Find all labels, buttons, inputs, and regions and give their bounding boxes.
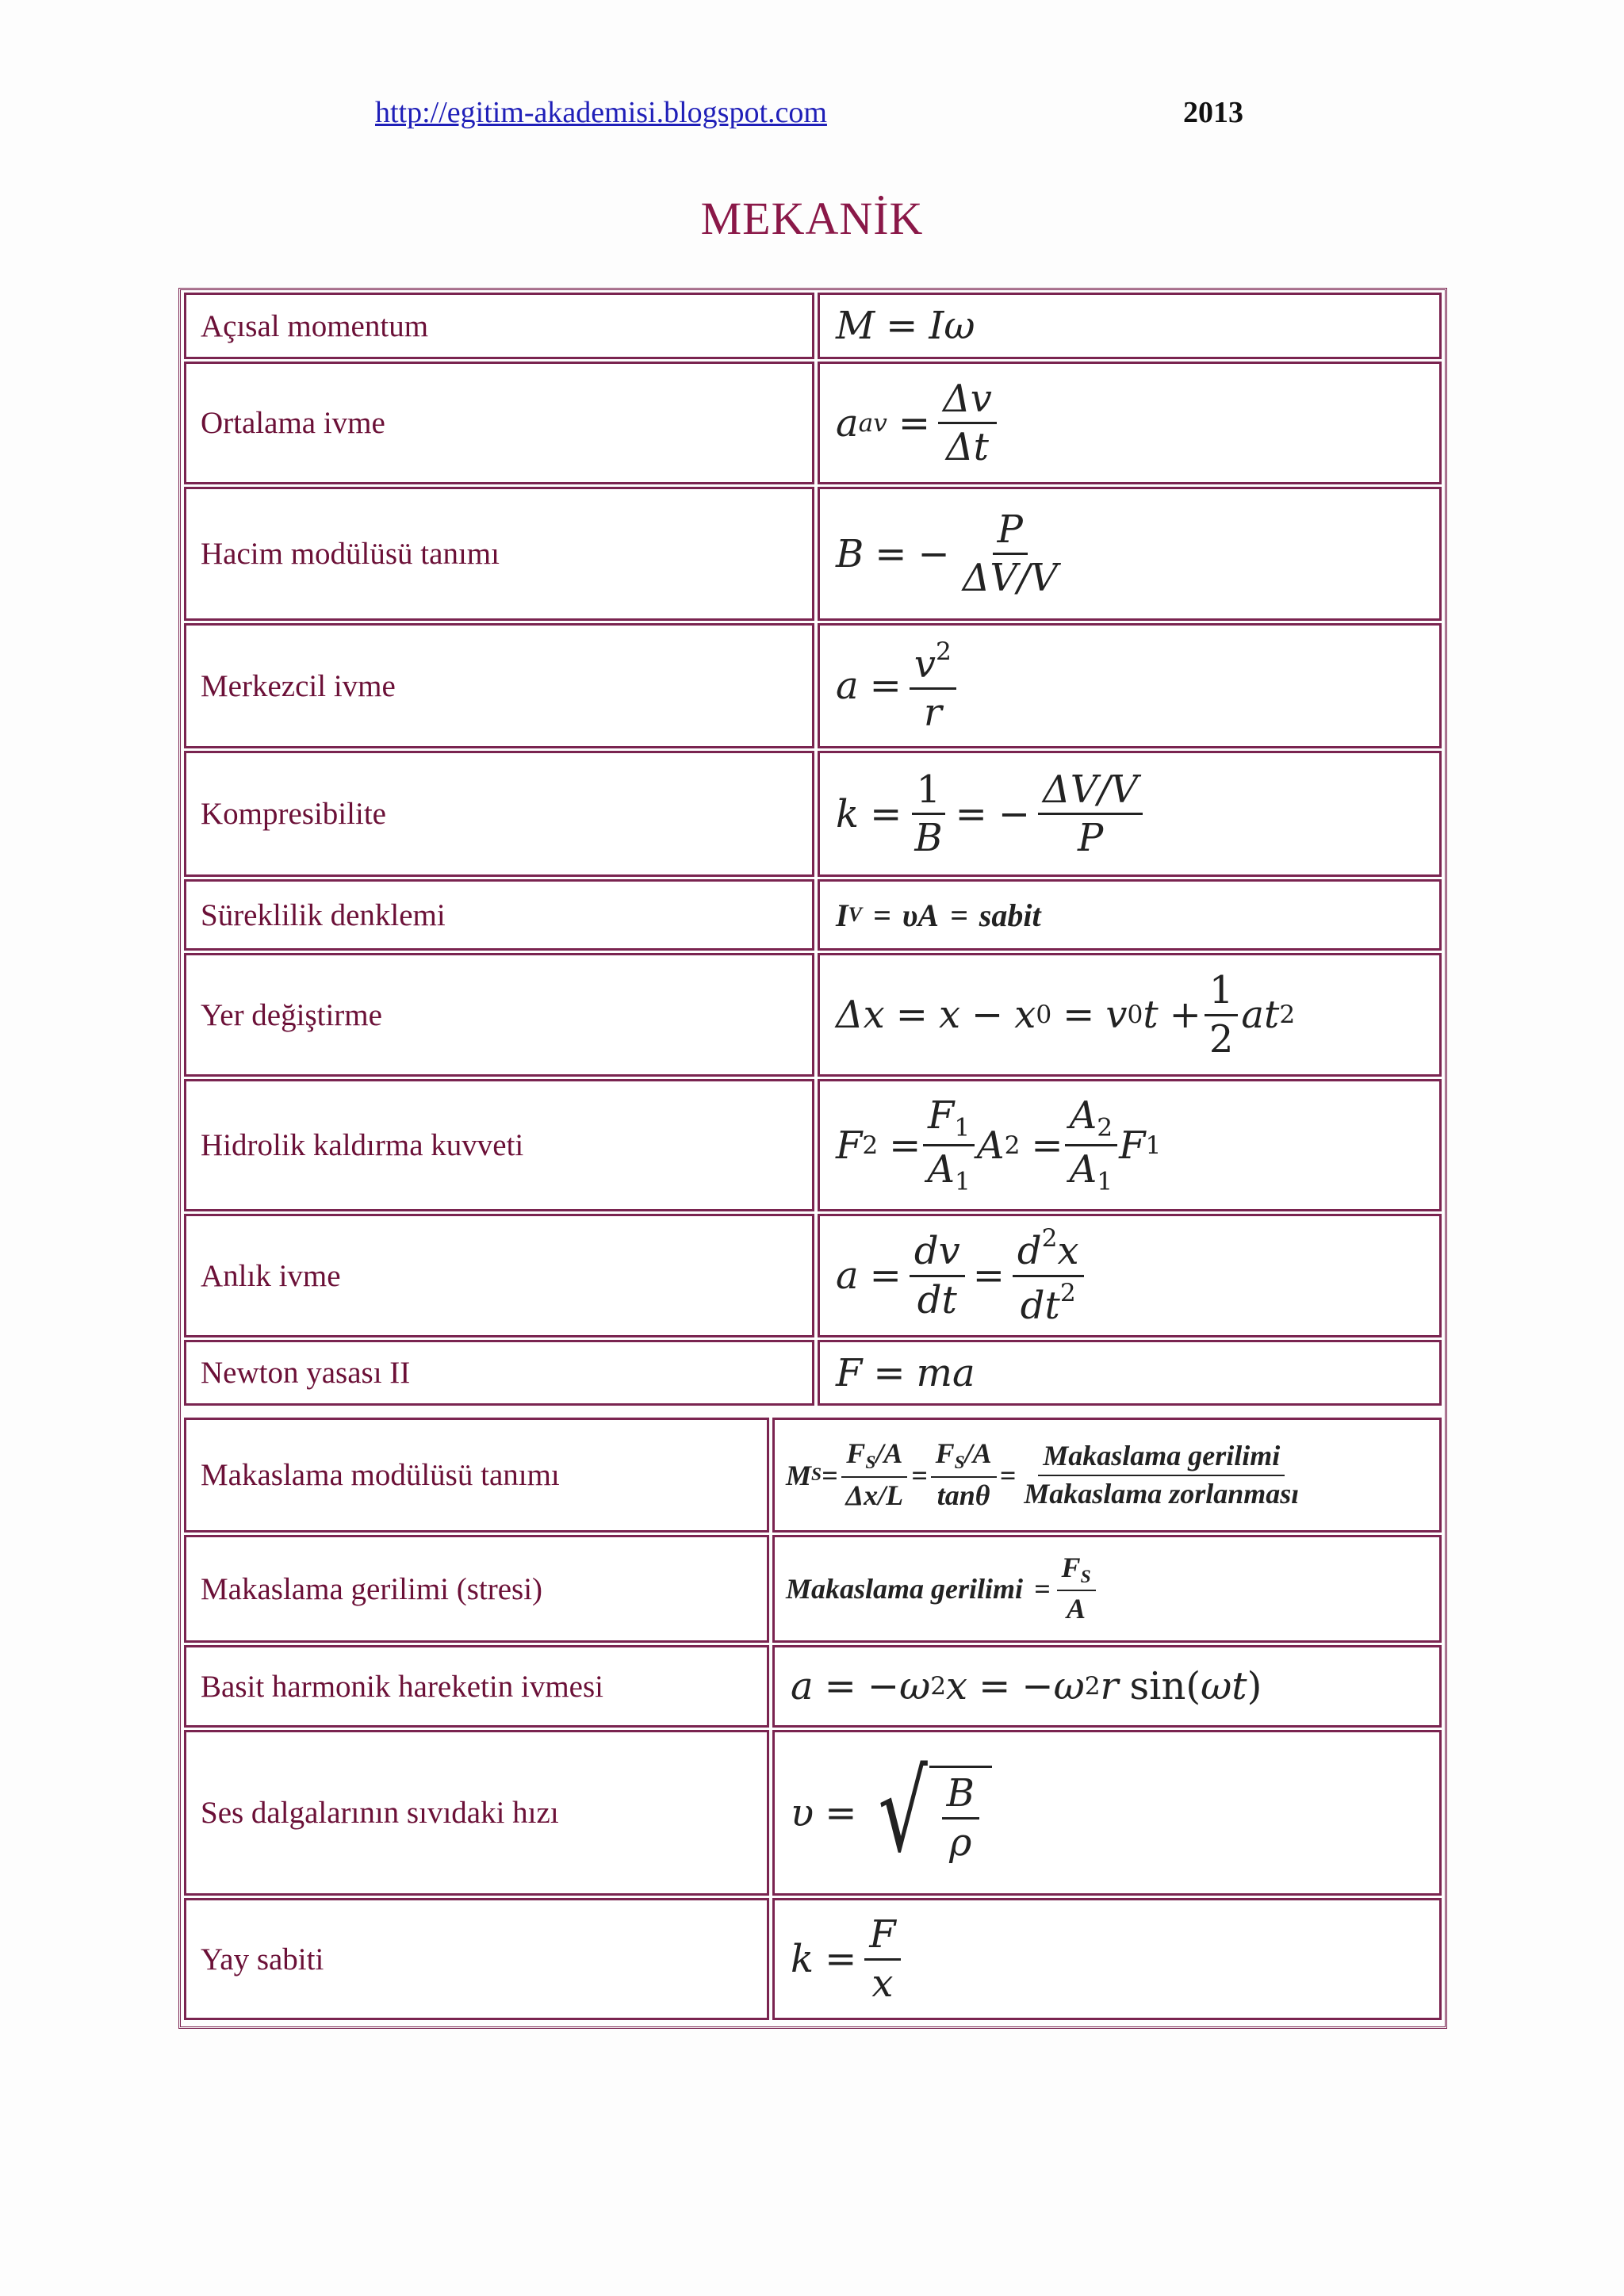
row-label: Merkezcil ivme <box>184 623 814 748</box>
row-label: Makaslama gerilimi (stresi) <box>184 1535 769 1643</box>
table-row <box>184 293 1442 359</box>
table-row <box>184 1535 1442 1643</box>
row-formula: I V = υA = sabit <box>818 879 1442 951</box>
row-label: Ortalama ivme <box>184 362 814 484</box>
row-label: Süreklilik denklemi <box>184 879 814 951</box>
row-label: Hidrolik kaldırma kuvveti <box>184 1079 814 1211</box>
row-formula: a av = $\frac{\Delta v}{\Delta t}$ <box>818 362 1442 484</box>
row-label: Newton yasası II <box>184 1340 814 1406</box>
page-title: MEKANİK <box>700 193 924 244</box>
formula-table <box>178 288 1447 2029</box>
sqrt-icon: √ $\frac{B}{\rho}$ <box>868 1758 992 1869</box>
table-row <box>184 1079 1442 1211</box>
row-formula: F 2 = $\frac{F_1}{A_1}$ A 2 = $\frac{A_2}{A_1}$ F 1 <box>818 1079 1442 1211</box>
header-year: 2013 <box>1183 96 1243 129</box>
row-label: Yer değiştirme <box>184 953 814 1077</box>
row-label: Ses dalgalarının sıvıdaki hızı <box>184 1730 769 1896</box>
table-row <box>184 1418 1442 1533</box>
table-row <box>184 879 1442 951</box>
row-label: Makaslama modülüsü tanımı <box>184 1418 769 1533</box>
row-formula: a = $\frac{v^2}{r}$ <box>818 623 1442 748</box>
row-formula: υ = √ $\frac{B}{\rho}$ <box>772 1730 1442 1896</box>
table-row <box>184 1645 1442 1728</box>
table-row <box>184 362 1442 484</box>
table-row <box>184 623 1442 748</box>
row-formula: Δx = x − x 0 = v 0 t + $\frac{1}{2}$ at 2 <box>818 953 1442 1077</box>
row-label: Anlık ivme <box>184 1214 814 1337</box>
header-url-link[interactable]: http://egitim-akademisi.blogspot.com <box>375 96 827 129</box>
table-row <box>184 953 1442 1077</box>
row-formula: F = ma <box>818 1340 1442 1406</box>
row-formula: k = $\frac{1}{B}$ = − $\frac{\Delta V/V}{P}$ <box>818 751 1442 877</box>
row-label: Basit harmonik hareketin ivmesi <box>184 1645 769 1728</box>
row-formula: a = −ω 2 x = −ω 2 r sin ( ωt ) <box>772 1645 1442 1728</box>
row-formula: M = I ω <box>818 293 1442 359</box>
row-label: Hacim modülüsü tanımı <box>184 487 814 621</box>
table-row <box>184 1730 1442 1896</box>
row-formula: M S = $\frac{F_S/A}{\Delta x/L}$ = $\frac{F_S/A}{\tan\theta}$ = $\frac{\text{Makaslama gerilimi}}{\text{Makaslama zorlanması}}$ <box>772 1418 1442 1533</box>
table-row <box>184 487 1442 621</box>
row-label: Kompresibilite <box>184 751 814 877</box>
table-row <box>184 1340 1442 1406</box>
row-formula: Makaslama gerilimi = $\frac{F_S}{A}$ <box>772 1535 1442 1643</box>
row-formula: a = $\frac{dv}{dt}$ = $\frac{d^2x}{dt^2}$ <box>818 1214 1442 1337</box>
row-label: Açısal momentum <box>184 293 814 359</box>
page-header <box>0 0 1624 159</box>
table-row <box>184 1898 1442 2020</box>
row-formula: B = − $\frac{P}{\Delta V/V}$ <box>818 487 1442 621</box>
row-formula: k = $\frac{F}{x}$ <box>772 1898 1442 2020</box>
row-label: Yay sabiti <box>184 1898 769 2020</box>
table-row <box>184 751 1442 877</box>
table-row <box>184 1214 1442 1337</box>
